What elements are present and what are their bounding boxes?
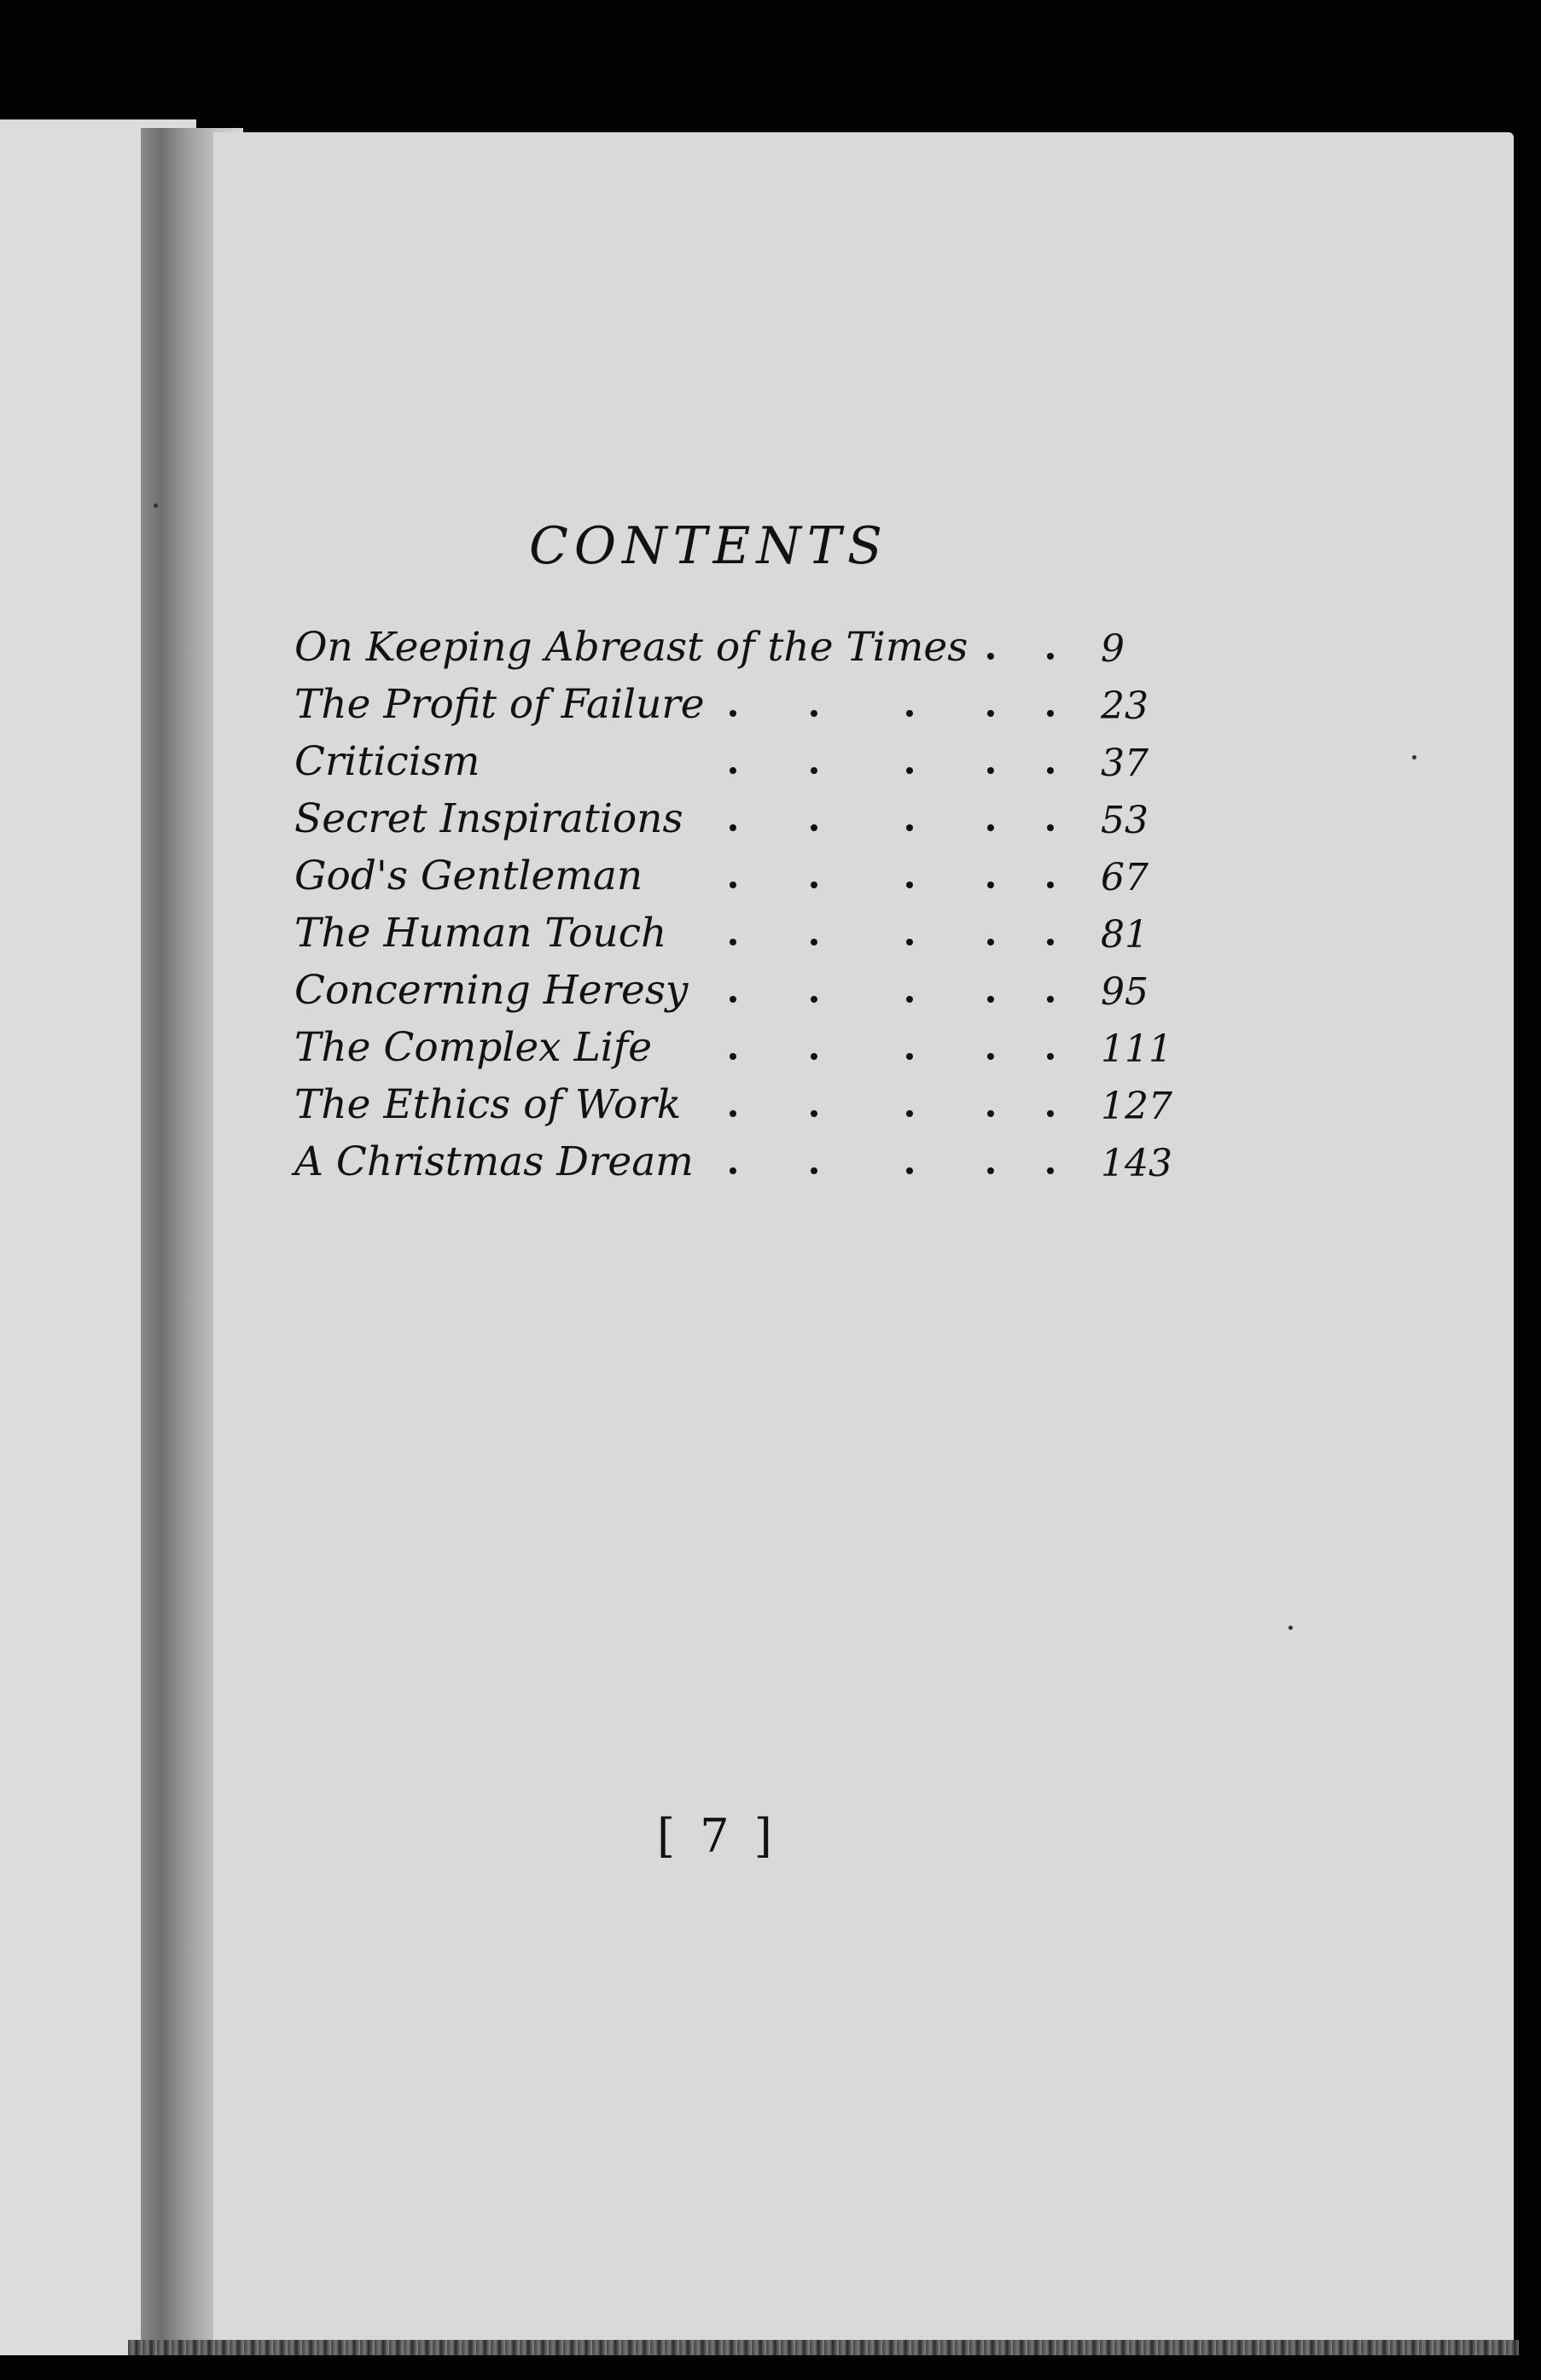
leader-dot <box>811 1167 817 1174</box>
toc-entry-title: Concerning Heresy <box>294 967 689 1014</box>
toc-entry-title: The Profit of Failure <box>294 681 705 728</box>
toc-entry-title: The Ethics of Work <box>294 1081 682 1128</box>
toc-entry <box>294 1133 1182 1190</box>
toc-entry <box>294 847 1182 905</box>
leader-dot <box>906 1110 913 1117</box>
toc-entry-page: 127 <box>1101 1085 1172 1128</box>
leader-dot <box>811 882 817 888</box>
toc-entry-title: Criticism <box>294 738 480 785</box>
leader-dot <box>811 767 817 774</box>
toc-entry-page: 23 <box>1101 684 1148 728</box>
toc-entry-page: 37 <box>1101 742 1148 785</box>
toc-entry <box>294 1076 1182 1133</box>
leader-dot <box>1047 1110 1054 1117</box>
toc-entry-page: 95 <box>1101 970 1148 1014</box>
leader-dot <box>987 1053 994 1060</box>
leader-dot <box>987 939 994 946</box>
leader-dot <box>906 1167 913 1174</box>
leader-dot <box>987 710 994 717</box>
toc-entry-page: 111 <box>1101 1027 1172 1071</box>
leader-dot <box>987 824 994 831</box>
paper-speck <box>1412 755 1416 759</box>
paper-speck <box>154 503 158 508</box>
leader-dot <box>730 767 736 774</box>
toc-entry-title: On Keeping Abreast of the Times <box>294 624 968 671</box>
leader-dot <box>1047 939 1054 946</box>
table-of-contents <box>294 619 1182 1190</box>
toc-entry <box>294 905 1182 962</box>
leader-dot <box>987 1110 994 1117</box>
leader-dot <box>730 882 736 888</box>
toc-entry-page: 81 <box>1101 913 1148 957</box>
leader-dot <box>811 1110 817 1117</box>
leader-dot <box>1047 767 1054 774</box>
leader-dot <box>987 767 994 774</box>
leader-dot <box>811 939 817 946</box>
leader-dot <box>811 1053 817 1060</box>
leader-dot <box>906 767 913 774</box>
leader-dot <box>1047 882 1054 888</box>
toc-entry-page: 143 <box>1101 1142 1172 1185</box>
leader-dot <box>1047 1167 1054 1174</box>
leader-dot <box>1047 1053 1054 1060</box>
toc-entry-page: 67 <box>1101 856 1148 899</box>
leader-dot <box>987 996 994 1003</box>
toc-entry-title: The Human Touch <box>294 910 667 957</box>
leader-dot <box>811 996 817 1003</box>
leader-dot <box>906 1053 913 1060</box>
toc-entry <box>294 1019 1182 1076</box>
toc-entry-page: 53 <box>1101 799 1148 842</box>
leader-dot <box>811 710 817 717</box>
leader-dot <box>730 824 736 831</box>
leader-dot <box>906 882 913 888</box>
toc-entry <box>294 676 1182 733</box>
toc-entry <box>294 962 1182 1019</box>
leader-dot <box>987 1167 994 1174</box>
page-number: [ 7 ] <box>657 1809 777 1863</box>
leader-dot <box>906 996 913 1003</box>
contents-heading: CONTENTS <box>529 516 889 576</box>
toc-entry-title: A Christmas Dream <box>294 1138 694 1185</box>
page-bottom-edge <box>128 2340 1519 2355</box>
leader-dot <box>987 882 994 888</box>
leader-dot <box>730 1167 736 1174</box>
toc-entry-title: God's Gentleman <box>294 852 643 899</box>
leader-dot <box>1047 653 1054 660</box>
leader-dot <box>811 824 817 831</box>
leader-dot <box>1047 996 1054 1003</box>
toc-entry <box>294 733 1182 790</box>
toc-entry <box>294 790 1182 847</box>
toc-entry-title: The Complex Life <box>294 1024 653 1071</box>
leader-dot <box>730 1053 736 1060</box>
leader-dot <box>730 710 736 717</box>
toc-entry <box>294 619 1182 676</box>
book-page <box>213 132 1514 2347</box>
leader-dot <box>1047 710 1054 717</box>
leader-dot <box>1047 824 1054 831</box>
leader-dot <box>987 653 994 660</box>
leader-dot <box>730 939 736 946</box>
paper-speck <box>1288 1626 1293 1630</box>
leader-dot <box>906 710 913 717</box>
toc-entry-title: Secret Inspirations <box>294 795 683 842</box>
leader-dot <box>906 939 913 946</box>
leader-dot <box>906 824 913 831</box>
leader-dot <box>730 1110 736 1117</box>
toc-entry-page: 9 <box>1101 627 1125 671</box>
leader-dot <box>730 996 736 1003</box>
